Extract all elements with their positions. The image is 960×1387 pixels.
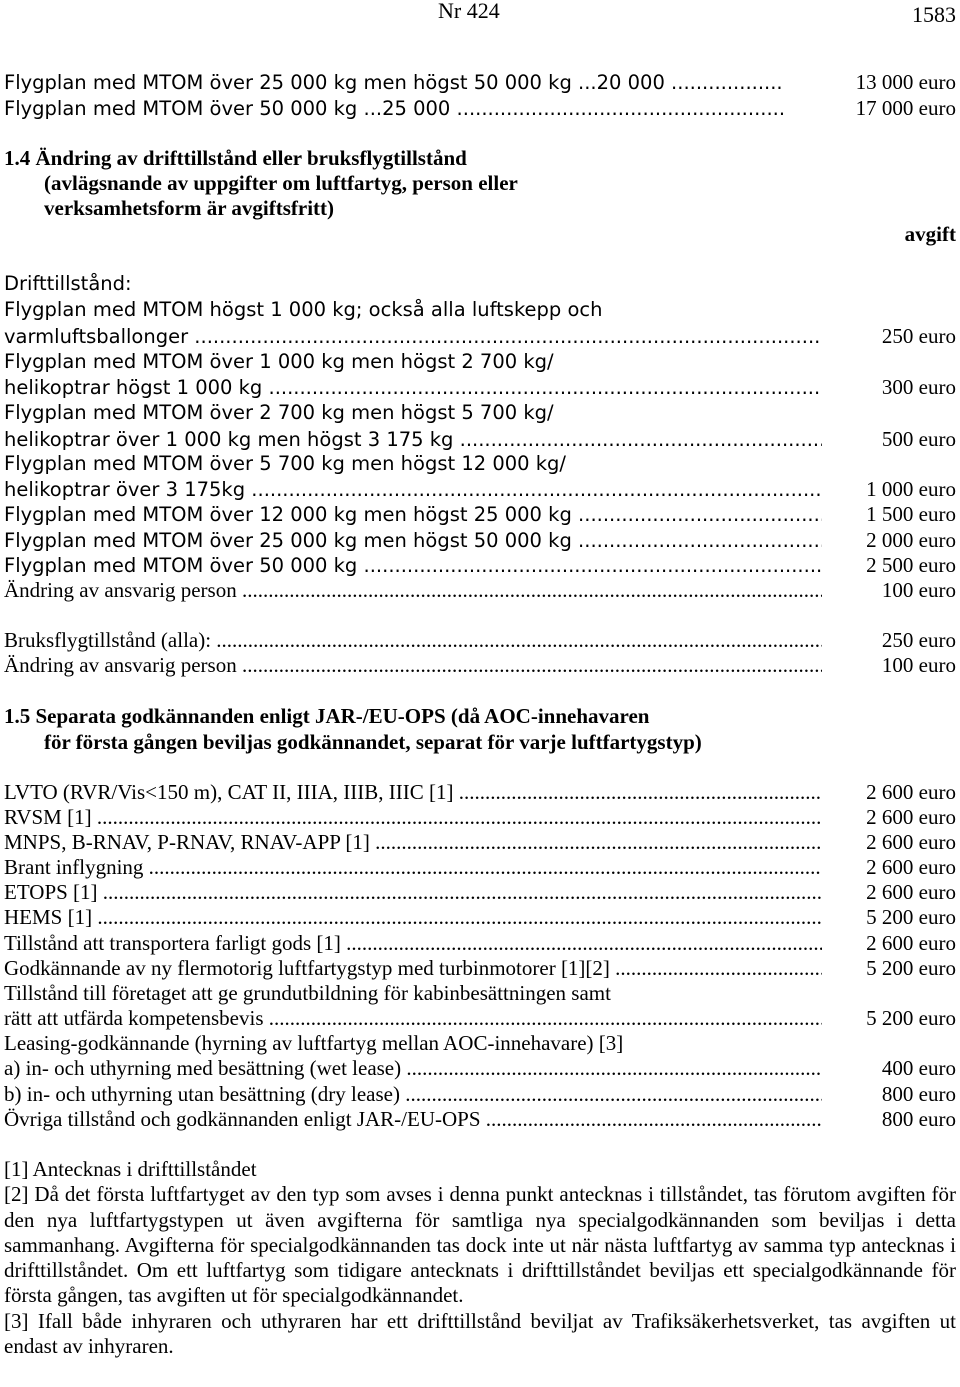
fee-row: Flygplan med MTOM över 50 000 kg ...25 000 ..... 17 000 euro xyxy=(4,96,956,121)
fee-row: Flygplan med MTOM över 50 000 kg ..... 2 500 euro xyxy=(4,553,956,578)
fee-row: a) in- och uthyrning med besättning (wet lease) ..... 400 euro xyxy=(4,1056,956,1081)
fee-row: Flygplan med MTOM över 12 000 kg men högst 25 000 kg ..... 1 500 euro xyxy=(4,502,956,527)
column-header: avgift xyxy=(904,222,956,246)
fee-row: LVTO (RVR/Vis<150 m), CAT II, IIIA, IIIB, IIIC [1] ..... 2 600 euro xyxy=(4,780,956,805)
section-title-line: (avlägsnande av uppgifter om luftfartyg, person eller xyxy=(44,171,518,195)
fee-row: ETOPS [1] ..... 2 600 euro xyxy=(4,880,956,905)
fee-row: helikoptrar högst 1 000 kg ..... 300 euro xyxy=(4,375,956,400)
section-title: 1.5 Separata godkännanden enligt JAR-/EU-OPS (då AOC-innehavaren xyxy=(4,704,650,728)
section-title: 1.4 Ändring av drifttillstånd eller bruksflygtillstånd xyxy=(4,146,467,170)
fee-row: Bruksflygtillstånd (alla): ..... 250 euro xyxy=(4,628,956,653)
footnotes xyxy=(4,1157,956,1359)
fee-row: HEMS [1] ..... 5 200 euro xyxy=(4,905,956,930)
footnote-2: [2] Då det första luftfartyget av den typ som avses i denna punkt antecknas i tillståndet, tas förutom avgiften för den nya luftfartygstypen ut även avgifterna för samtliga nya specialgodkännanden som beviljas i detta sammanhang. Avgifterna för specialgodkännanden tas dock inte ut när nästa luftfartyg av samma typ antecknas i drifttillståndet. Om ett luftfartyg som tidigare antecknats i drifttillståndet beviljas ett specialgodkännande för första gången, tas avgiften ut för specialgodkännandet. xyxy=(4,1182,956,1308)
footnote-3: [3] Ifall både inhyraren och uthyraren har ett drifttillstånd beviljat av Trafiksäkerhetsverket, tas avgiften ut endast av inhyraren. xyxy=(4,1308,956,1359)
text-line: Tillstånd till företaget att ge grundutbildning för kabinbesättningen samt xyxy=(4,981,611,1005)
fee-row: Ändring av ansvarig person ..... 100 euro xyxy=(4,653,956,678)
fee-row: helikoptrar över 3 175kg ..... 1 000 euro xyxy=(4,477,956,502)
fee-row: rätt att utfärda kompetensbevis ..... 5 200 euro xyxy=(4,1006,956,1031)
fee-row: RVSM [1] ..... 2 600 euro xyxy=(4,805,956,830)
subheading: Drifttillstånd: xyxy=(4,272,132,295)
section-title-line: verksamhetsform är avgiftsfritt) xyxy=(44,196,335,220)
text-line: Flygplan med MTOM över 2 700 kg men högst 5 700 kg/ xyxy=(4,401,554,424)
text-line: Flygplan med MTOM högst 1 000 kg; också alla luftskepp och xyxy=(4,298,603,321)
footnote-1: [1] Antecknas i drifttillståndet xyxy=(4,1157,257,1181)
text-line: Flygplan med MTOM över 5 700 kg men högst 12 000 kg/ xyxy=(4,452,566,475)
fee-row: b) in- och uthyrning utan besättning (dry lease) ..... 800 euro xyxy=(4,1082,956,1107)
fee-row: MNPS, B-RNAV, P-RNAV, RNAV-APP [1] ..... 2 600 euro xyxy=(4,830,956,855)
fee-row: Tillstånd att transportera farligt gods [1] ..... 2 600 euro xyxy=(4,931,956,956)
fee-row: Övriga tillstånd och godkännanden enligt JAR-/EU-OPS ..... 800 euro xyxy=(4,1107,956,1132)
fee-row: Flygplan med MTOM över 25 000 kg men högst 50 000 kg ..... 2 000 euro xyxy=(4,528,956,553)
fee-row: Godkännande av ny flermotorig luftfartygstyp med turbinmotorer [1][2] ..... 5 200 euro xyxy=(4,956,956,981)
fee-row: Ändring av ansvarig person ..... 100 euro xyxy=(4,578,956,603)
section-title-line: för första gången beviljas godkännandet, separat för varje luftfartygstyp) xyxy=(44,730,702,754)
text-line: Leasing-godkännande (hyrning av luftfartyg mellan AOC-innehavare) [3] xyxy=(4,1031,624,1055)
fee-row: Brant inflygning ..... 2 600 euro xyxy=(4,855,956,880)
page-number: 1583 xyxy=(912,2,956,27)
fee-row: Flygplan med MTOM över 25 000 kg men högst 50 000 kg ...20 000 ..... 13 000 euro xyxy=(4,70,956,95)
document-number: Nr 424 xyxy=(438,0,500,23)
text-line: Flygplan med MTOM över 1 000 kg men högst 2 700 kg/ xyxy=(4,350,554,373)
fee-row: helikoptrar över 1 000 kg men högst 3 175 kg ..... 500 euro xyxy=(4,427,956,452)
fee-row: varmluftsballonger ..... 250 euro xyxy=(4,324,956,349)
